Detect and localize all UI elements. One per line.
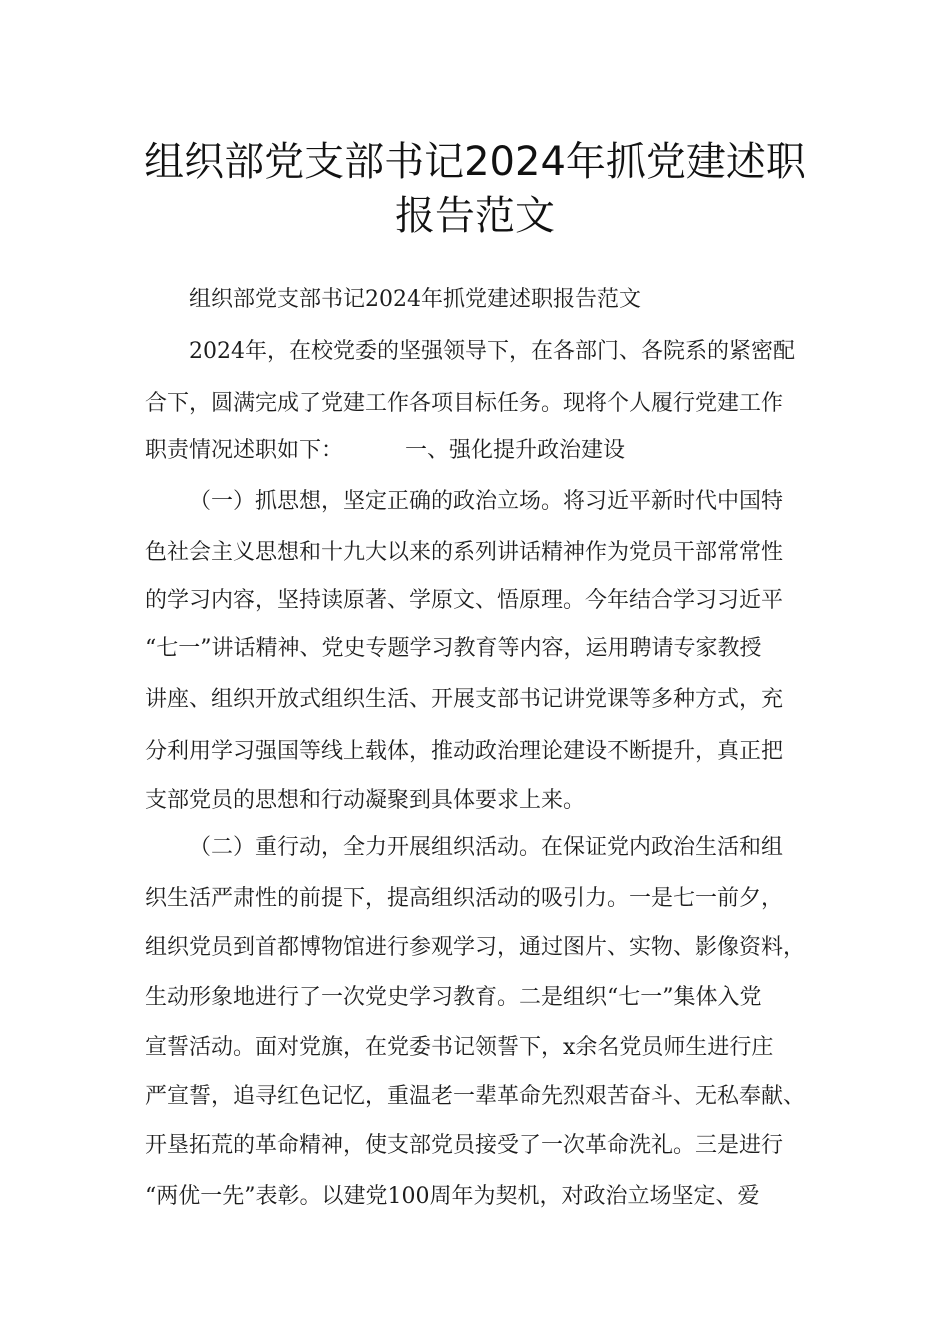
paragraph-line: 生动形象地进行了一次党史学习教育。二是组织“七一”集体入党 [145, 985, 762, 1010]
paragraph-line: “两优一先”表彰。以建党100周年为契机，对政治立场坚定、爱 [145, 1184, 760, 1209]
paragraph-line: （二）重行动，全力开展组织活动。在保证党内政治生活和组 [189, 835, 784, 860]
document-title-line-2: 报告范文 [395, 193, 555, 239]
paragraph-line [145, 436, 625, 466]
paragraph-line: 色社会主义思想和十九大以来的系列讲话精神作为党员干部常常性 [145, 540, 784, 565]
document-title-line-1: 组织部党支部书记2024年抓党建述职 [144, 139, 806, 185]
paragraph-line: 的学习内容，坚持读原著、学原文、悟原理。今年结合学习习近平 [145, 588, 784, 613]
subtitle-line: 组织部党支部书记2024年抓党建述职报告范文 [189, 287, 641, 312]
paragraph-line: “七一”讲话精神、党史专题学习教育等内容，运用聘请专家教授 [145, 636, 762, 661]
paragraph-line: 合下，圆满完成了党建工作各项目标任务。现将个人履行党建工作 [145, 391, 784, 416]
paragraph-line: 分利用学习强国等线上载体，推动政治理论建设不断提升，真正把 [145, 739, 784, 764]
paragraph-line: 严宣誓，追寻红色记忆，重温老一辈革命先烈艰苦奋斗、无私奉献、 [145, 1084, 806, 1109]
paragraph-line: 宣誓活动。面对党旗，在党委书记领誓下，x余名党员师生进行庄 [145, 1035, 774, 1060]
paragraph-line: 织生活严肃性的前提下，提高组织活动的吸引力。一是七一前夕， [145, 886, 784, 911]
paragraph-line: 组织党员到首都博物馆进行参观学习，通过图片、实物、影像资料， [145, 935, 806, 960]
paragraph-line: （一）抓思想，坚定正确的政治立场。将习近平新时代中国特 [189, 489, 784, 514]
paragraph-text: 职责情况述职如下： [145, 438, 344, 463]
paragraph-line: 讲座、组织开放式组织生活、开展支部书记讲党课等多种方式，充 [145, 687, 784, 712]
paragraph-line: 2024年，在校党委的坚强领导下，在各部门、各院系的紧密配 [189, 339, 795, 364]
paragraph-line: 开垦拓荒的革命精神，使支部党员接受了一次革命洗礼。三是进行 [145, 1133, 784, 1158]
section-heading: 一、强化提升政治建设 [405, 438, 626, 463]
paragraph-line: 支部党员的思想和行动凝聚到具体要求上来。 [145, 788, 586, 813]
